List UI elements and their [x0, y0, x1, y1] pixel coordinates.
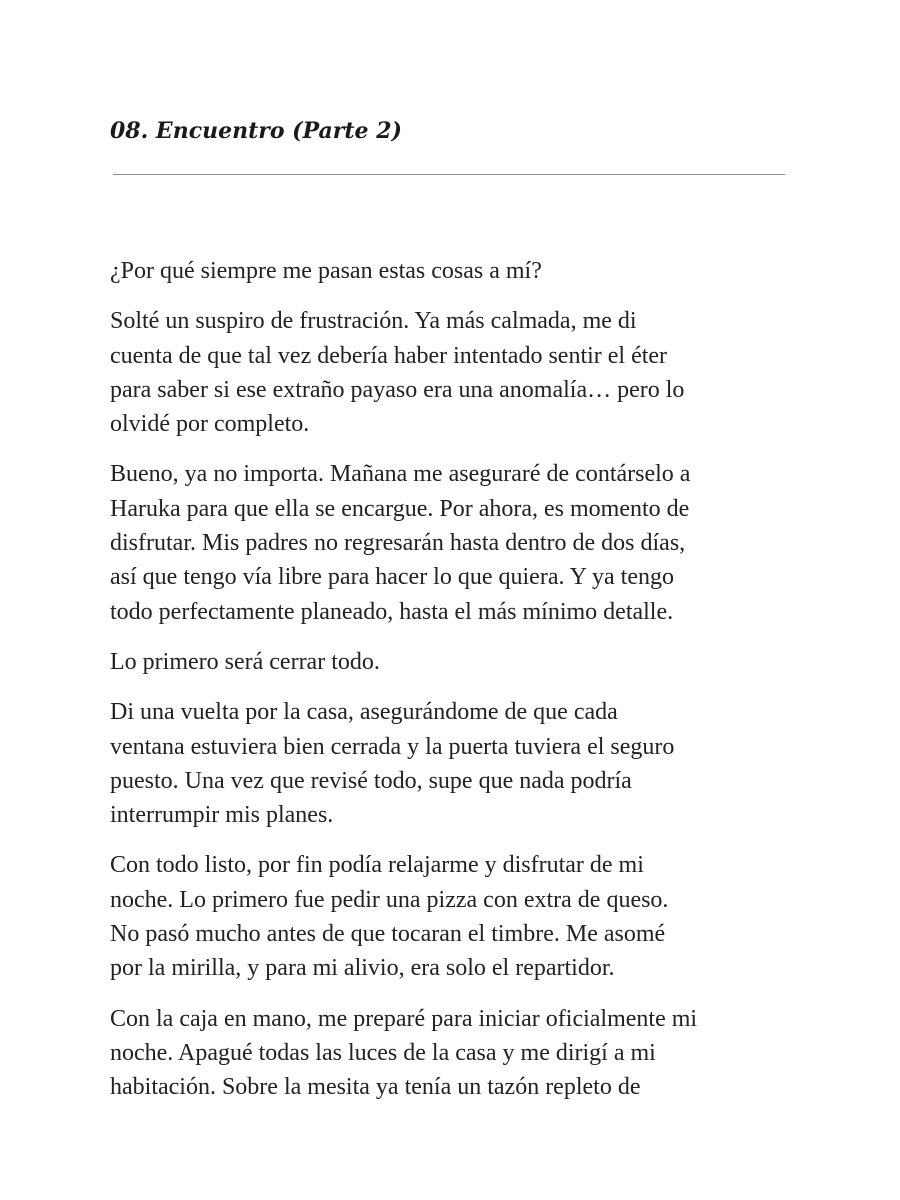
title-divider	[113, 174, 785, 175]
text-line: para saber si ese extraño payaso era una anomalía… pero lo	[110, 376, 685, 403]
text-line: Con la caja en mano, me preparé para iniciar oficialmente mi	[110, 1005, 698, 1032]
text-line: disfrutar. Mis padres no regresarán hasta dentro de dos días,	[110, 530, 686, 557]
text-line: así que tengo vía libre para hacer lo que quiera. Y ya tengo	[110, 564, 674, 591]
text-line: Bueno, ya no importa. Mañana me aseguraré de contárselo a	[110, 461, 691, 488]
text-line: ventana estuviera bien cerrada y la puerta tuviera el seguro	[110, 733, 675, 760]
paragraph	[110, 304, 796, 441]
text-line: No pasó mucho antes de que tocaran el timbre. Me asomé	[110, 921, 666, 948]
chapter-body	[110, 254, 796, 1121]
text-line: noche. Lo primero fue pedir una pizza con extra de queso.	[110, 886, 669, 913]
paragraph	[110, 848, 796, 985]
text-line: Solté un suspiro de frustración. Ya más calmada, me di	[110, 308, 637, 335]
text-line: puesto. Una vez que revisé todo, supe que nada podría	[110, 767, 632, 794]
text-line: Haruka para que ella se encargue. Por ahora, es momento de	[110, 495, 690, 522]
paragraph	[110, 1002, 796, 1105]
paragraph	[110, 645, 796, 679]
text-line: todo perfectamente planeado, hasta el más mínimo detalle.	[110, 598, 674, 625]
text-line: cuenta de que tal vez debería haber intentado sentir el éter	[110, 342, 668, 369]
paragraph	[110, 457, 796, 628]
text-line: interrumpir mis planes.	[110, 802, 334, 829]
text-line: noche. Apagué todas las luces de la casa y me dirigí a mi	[110, 1039, 656, 1066]
text-line: ¿Por qué siempre me pasan estas cosas a mí?	[110, 258, 542, 284]
text-line: por la mirilla, y para mi alivio, era solo el repartidor.	[110, 955, 615, 982]
text-line: Con todo listo, por fin podía relajarme y disfrutar de mi	[110, 852, 644, 879]
text-line: habitación. Sobre la mesita ya tenía un tazón repleto de	[110, 1074, 641, 1101]
text-line: olvidé por completo.	[110, 411, 310, 438]
paragraph	[110, 254, 796, 288]
chapter-title: 08. Encuentro (Parte 2)	[110, 118, 402, 144]
paragraph	[110, 695, 796, 832]
text-line: Lo primero será cerrar todo.	[110, 648, 380, 675]
text-line: Di una vuelta por la casa, asegurándome de que cada	[110, 699, 618, 726]
